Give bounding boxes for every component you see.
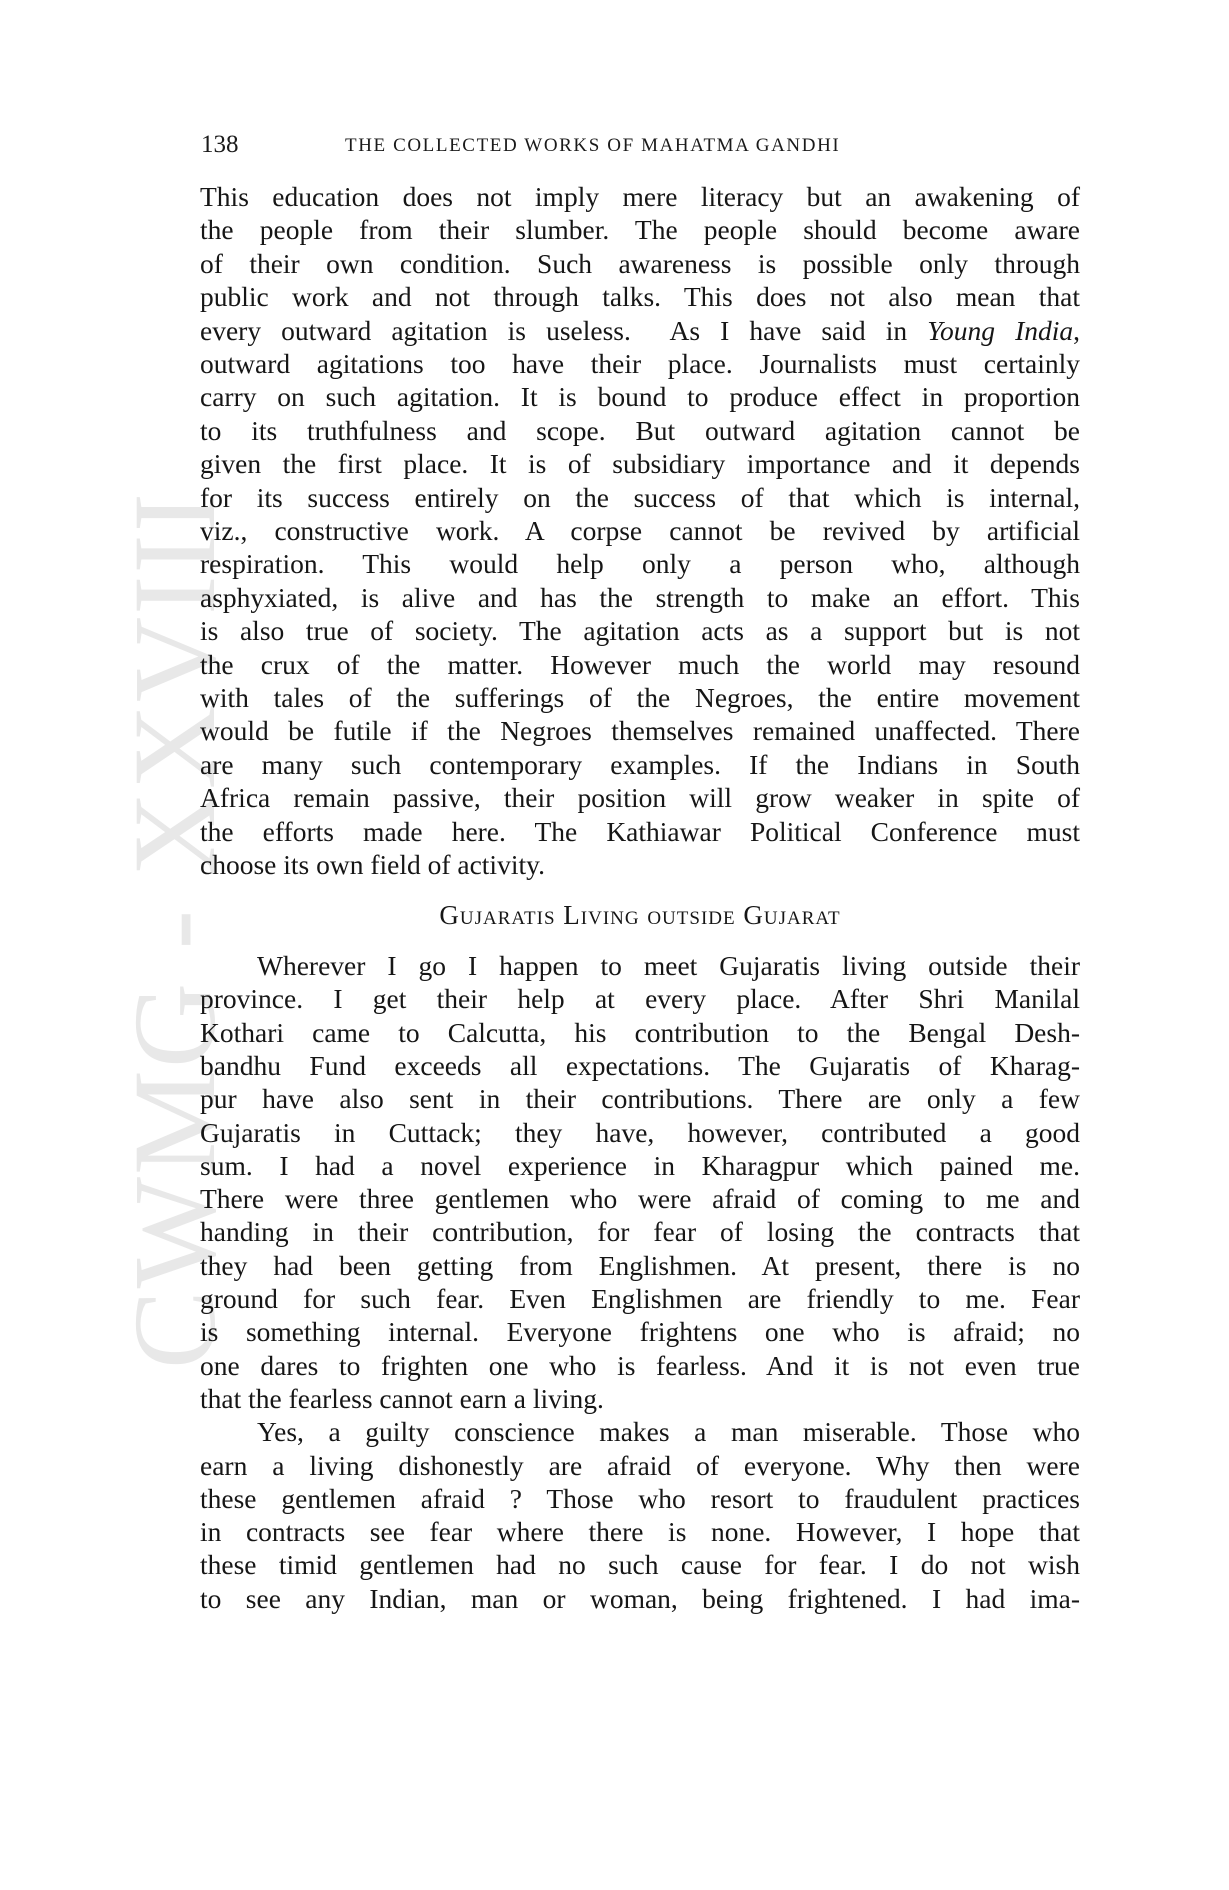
text-line: province. I get their help at every place. After Shri Manilal [200,983,1080,1015]
text-line: asphyxiated, is alive and has the strength to make an effort. This [200,581,1080,613]
text-line: There were three gentlemen who were afraid of coming to me and [200,1183,1080,1215]
text-line: to see any Indian, man or woman, being frightened. I had ima- [200,1582,1080,1614]
text-line: earn a living dishonestly are afraid of everyone. Why then were [200,1449,1080,1481]
section-heading: Gujaratis Living outside Gujarat [439,900,841,930]
text-line: bandhu Fund exceeds all expectations. The Gujaratis of Kharag- [200,1049,1080,1081]
watermark: CWMG - XXVIII [109,490,240,1370]
text-line: sum. I had a novel experience in Kharagpur which pained me. [200,1149,1080,1181]
text-line: are many such contemporary examples. If the Indians in South [200,748,1080,780]
text-line: in contracts see fear where there is none. However, I hope that [200,1516,1080,1548]
text-line: these gentlemen afraid ? Those who resort to fraudulent practices [200,1482,1080,1514]
text-line: given the first place. It is of subsidiary importance and it depends [200,448,1080,480]
text-line: one dares to frighten one who is fearless. And it is not even true [200,1349,1080,1381]
text-line: Yes, a guilty conscience makes a man miserable. Those who [257,1416,1080,1448]
text-line: the efforts made here. The Kathiawar Political Conference must [200,815,1080,847]
text-line: respiration. This would help only a person who, although [200,548,1080,580]
text-line: is also true of society. The agitation acts as a support but is not [200,615,1080,647]
text-fragment: every outward agitation is useless. As I have said in [200,314,928,346]
text-line: Africa remain passive, their position will grow weaker in spite of [200,782,1080,814]
text-line: of their own condition. Such awareness is possible only through [200,247,1080,279]
text-line: Gujaratis in Cuttack; they have, however, contributed a good [200,1116,1080,1148]
text-line: the crux of the matter. However much the world may resound [200,648,1080,680]
page-number: 138 [201,131,239,158]
text-line: the people from their slumber. The people should become aware [200,214,1080,246]
text-line: would be futile if the Negroes themselves remained unaffected. There [200,715,1080,747]
text-line: handing in their contribution, for fear of losing the contracts that [200,1216,1080,1248]
text-line: with tales of the sufferings of the Negroes, the entire movement [200,682,1080,713]
text-line: these timid gentlemen had no such cause for fear. I do not wish [200,1549,1080,1581]
text-line: that the fearless cannot earn a living. [200,1382,604,1414]
text-line: is something internal. Everyone frightens one who is afraid; no [200,1316,1080,1348]
text-line: pur have also sent in their contributions. There are only a few [200,1083,1080,1115]
running-title: THE COLLECTED WORKS OF MAHATMA GANDHI [345,135,841,156]
text-line: to its truthfulness and scope. But outward agitation cannot be [200,414,1080,446]
text-line: viz., constructive work. A corpse cannot be revived by artificial [200,515,1080,546]
text-line: This education does not imply mere literacy but an awakening of [200,181,1080,212]
text-line: choose its own field of activity. [200,849,545,880]
text-line: they had been getting from Englishmen. At present, there is no [200,1249,1080,1281]
text-line: ground for such fear. Even Englishmen are friendly to me. Fear [200,1283,1080,1314]
text-line: Kothari came to Calcutta, his contribution to the Bengal Desh- [200,1016,1080,1048]
text-line: Wherever I go I happen to meet Gujaratis living outside their [257,950,1080,981]
italic-title: Young India [927,314,1074,346]
text-line: for its success entirely on the success of that which is internal, [200,481,1080,513]
text-line-with-italic: every outward agitation is useless. As I have said in Young India, [200,314,1080,346]
text-line: carry on such agitation. It is bound to produce effect in proportion [200,381,1080,413]
text-line: outward agitations too have their place. Journalists must certainly [200,348,1080,379]
text-line: public work and not through talks. This does not also mean that [200,281,1080,313]
